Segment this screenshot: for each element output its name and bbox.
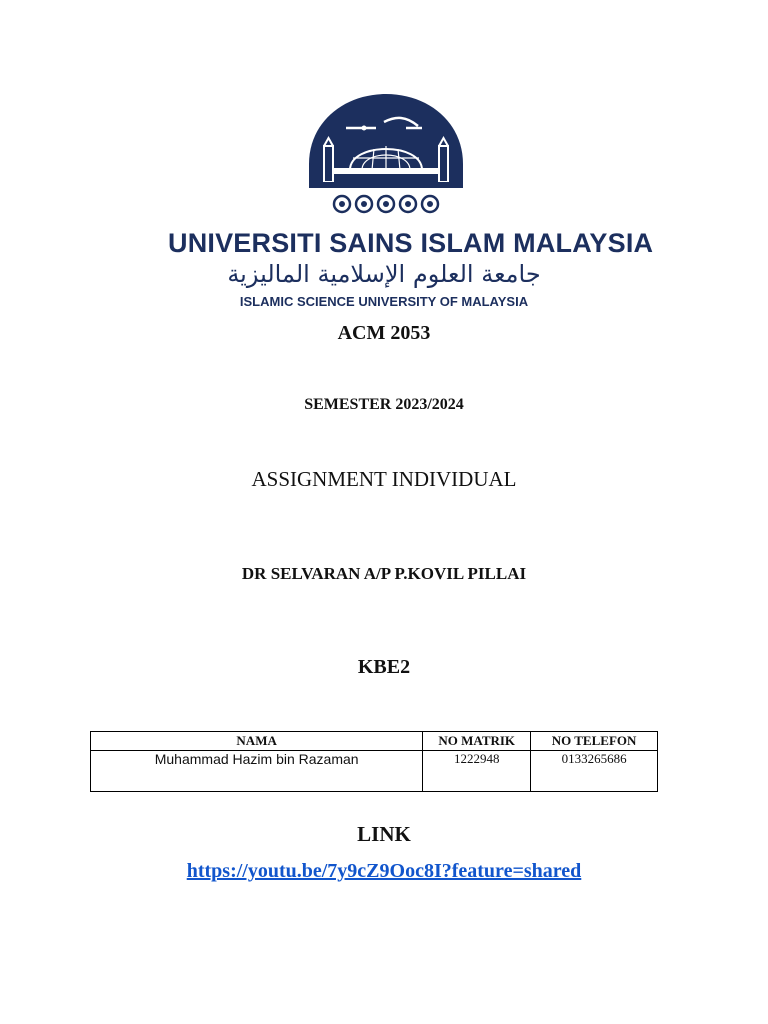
lecturer-name: DR SELVARAN A/P P.KOVIL PILLAI (241, 564, 527, 583)
video-link[interactable]: https://youtu.be/7y9cZ9Ooc8I?feature=shared (186, 860, 582, 882)
course-code: ACM 2053 (337, 322, 431, 344)
link-title: LINK (357, 822, 411, 846)
assignment-type: ASSIGNMENT INDIVIDUAL (251, 467, 517, 491)
semester: SEMESTER 2023/2024 (304, 396, 464, 413)
header-no-telefon: NO TELEFON (531, 732, 658, 751)
header-nama: NAMA (91, 732, 423, 751)
university-logo (168, 92, 654, 310)
table-row (91, 751, 658, 792)
university-name-arabic: جامعة العلوم الإسلامية الماليزية (227, 260, 541, 288)
student-name: Muhammad Hazim bin Razaman (91, 751, 423, 792)
student-matrik: 1222948 (423, 751, 531, 792)
university-name: UNIVERSITI SAINS ISLAM MALAYSIA (168, 228, 654, 258)
student-telefon: 0133265686 (531, 751, 658, 792)
university-subtitle: ISLAMIC SCIENCE UNIVERSITY OF MALAYSIA (239, 294, 529, 309)
group-code: KBE2 (357, 656, 411, 678)
student-table (90, 731, 658, 792)
header-no-matrik: NO MATRIK (423, 732, 531, 751)
university-crest-icon (306, 92, 466, 222)
table-header-row (91, 732, 658, 751)
